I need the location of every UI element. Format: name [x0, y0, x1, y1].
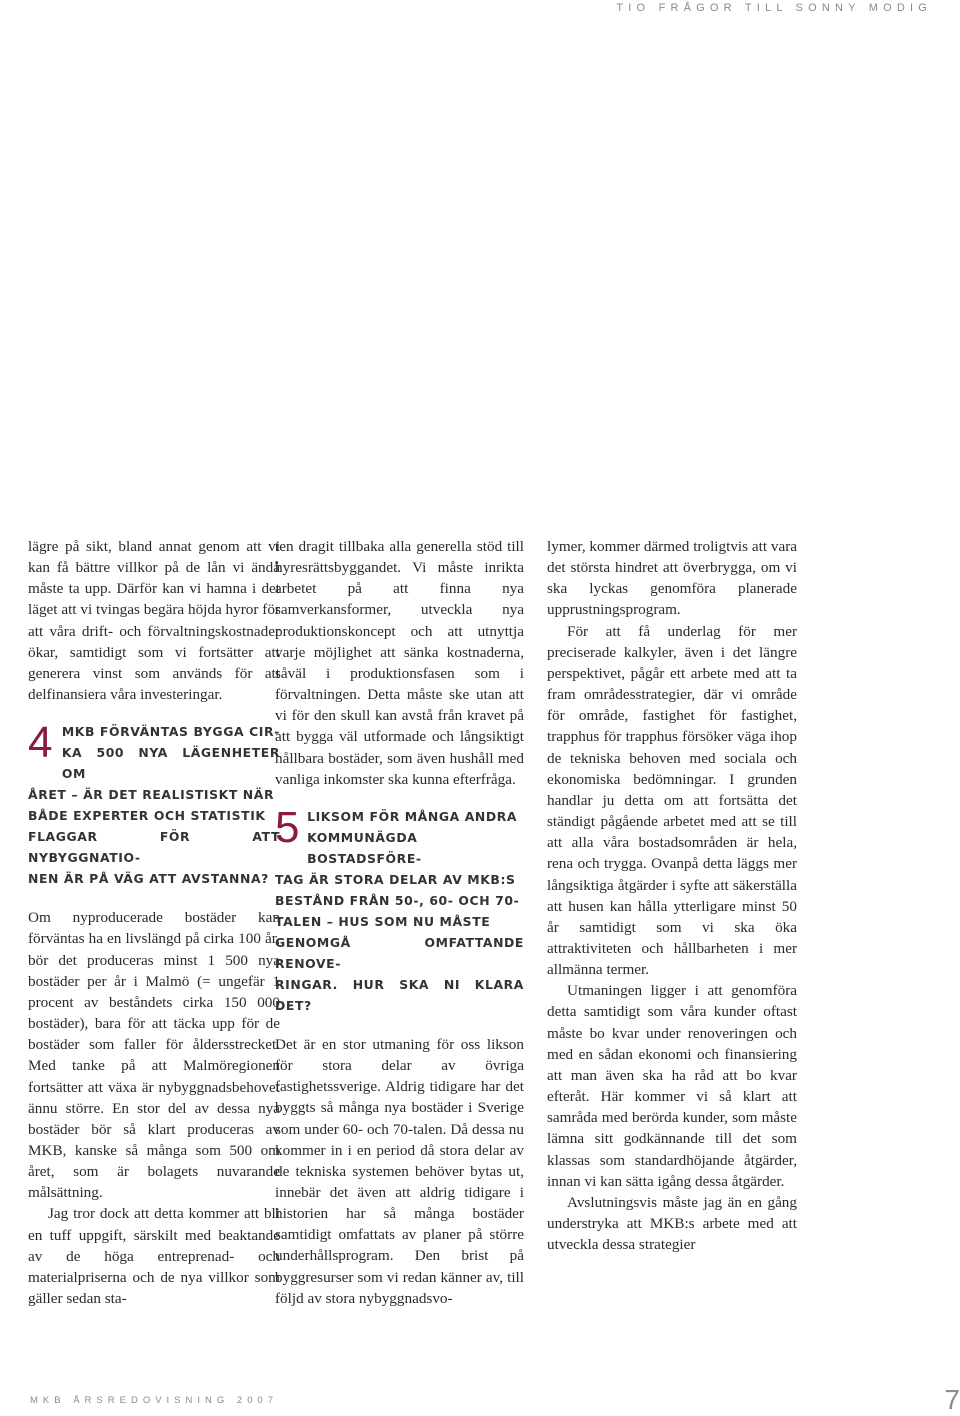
question-line: RINGAR. HUR SKA NI KLARA DET? [275, 976, 524, 1013]
paragraph: lymer, kommer därmed troligtvis att vara det största hindret att överbrygga, om vi ska lyckas genomföra planerade upprustningsprogram. [547, 538, 797, 619]
question-line: TAG ÄR STORA DELAR AV MKB:S [275, 871, 516, 887]
question-line: BÅDE EXPERTER OCH STATISTIK [28, 808, 266, 824]
paragraph: ten dragit tillbaka alla generella stöd till hyresrättsbyggandet. Vi måste inrikta arbetet på att finna nya samverkansformer, utveckla nya produktionskoncept och att utnyttja varje möjlighet att sänka kostnaderna, såväl i produktionsfasen som i förvaltningen. Detta måste ske utan att vi för den skull kan avstå från kravet på att bygga väl utformade och långsiktigt hållbara bostäder, som även hushåll med vanliga inkomster ska kunna efterfråga. [275, 538, 524, 788]
text-column-3 [547, 536, 797, 1255]
question-4 [28, 718, 280, 889]
question-line: GENOMGÅ OMFATTANDE RENOVE- [275, 934, 524, 971]
question-number: 5 [275, 802, 300, 852]
question-line: KA 500 NYA LÄGENHETER OM [61, 745, 280, 782]
paragraph: Utmaningen ligger i att genomföra detta samtidigt som våra kunder oftast måste bo kvar under renoveringen och med en sådan ekonomi och finansiering att man även ska ha råd att bo kvar efteråt. Här kommer vi så klart att samråda med berörda kunder, som måste lämna sitt godkännande till det som klassas som standardhöjande åtgärder, innan vi kan sätta igång dessa åtgärder. [547, 982, 797, 1190]
question-line: TALEN – HUS SOM NU MÅSTE [275, 913, 491, 929]
question-line: FLAGGAR FÖR ATT NYBYGGNATIO- [28, 829, 280, 866]
running-header: TIO FRÅGOR TILL SONNY MODIG [616, 2, 932, 14]
text-column-1 [28, 536, 280, 1309]
question-line: MKB FÖRVÄNTAS BYGGA CIR- [61, 724, 280, 740]
page-number: 7 [944, 1384, 960, 1415]
question-line: KOMMUNÄGDA BOSTADSFÖRE- [307, 829, 422, 866]
paragraph: Det är en stor utmaning för oss likson för stora delar av övriga fastighetssverige. Aldrig tidigare har det byggts så många nya bostäder i Sverige som under 60- och 70-talen. Då dessa nu kommer in i en period då stora delar av de tekniska systemen behöver bytas ut, innebär det även att aldrig tidigare i historien har så många bostäder samtidigt omfattats av planer på större underhållsprogram. Den brist på byggresurser som vi redan känner av, till följd av stora nybyggnadsvo- [275, 1035, 524, 1307]
question-line: NEN ÄR PÅ VÄG ATT AVSTANNA? [28, 871, 269, 887]
paragraph: Jag tror dock att detta kommer att bli en tuff uppgift, särskilt med beaktande av de höga entreprenad- och materialpriserna och de nya villkor som gäller sedan sta- [28, 1205, 280, 1308]
paragraph: Avslutningsvis måste jag än en gång understryka att MKB:s arbete med att utveckla dessa strategier [547, 1193, 797, 1254]
text-column-2 [275, 536, 524, 1309]
paragraph: Om nyproducerade bostäder kan förväntas ha en livslängd på cirka 100 år, bör det produceras minst 1 500 nya bostäder per år i Malmö (= ungefär 1 procent av beståndets cirka 150 000 bostäder), bara för att täcka upp för de bostäder som faller för åldersstrecket. Med tanke på att Malmöregionen fortsätter att växa är nybyggnadsbehovet ännu större. En stor del av dessa nya bostäder bör så klart produceras av MKB, kanske så många som 500 om året, som är bolagets nuvarande målsättning. [28, 909, 280, 1202]
question-line: BESTÅND FRÅN 50-, 60- OCH 70- [275, 892, 520, 908]
paragraph: lägre på sikt, bland annat genom att vi kan få bättre villkor på de lån vi ändå måste ta upp. Därför kan vi hamna i det läget att vi tvingas begära höjda hyror för att våra drift- och förvaltningskostnader ökar, samtidigt som vi fortsätter att generera vinst som används för att delfinansiera våra investeringar. [28, 538, 280, 704]
paragraph: För att få underlag för mer preciserade kalkyler, även i det längre perspektivet, pågår ett arbete med att ta fram områdesstrategier, där vi område för område, fastighet för fastighet, trapphus för trapphus försöker väga ihop de tekniska behoven med sociala och ekonomiska bedömningar. I grunden handlar ju detta om att fortsätta det ständigt pågående arbetet med att se till att alla våra bostadsområden är hela, rena och trygga. Ovanpå detta läggs mer långsiktiga åtgärder i syfte att säkerställa att husen kan hålla ytterligare minst 50 år samtidigt som vi ska öka attraktiviteten och hållbarheten i mer allmänna termer. [547, 622, 797, 979]
question-line: ÅRET – ÄR DET REALISTISKT NÄR [28, 787, 275, 803]
footer-publication: MKB ÅRSREDOVISNING 2007 [30, 1395, 279, 1406]
question-number: 4 [28, 718, 53, 768]
question-line: LIKSOM FÖR MÅNGA ANDRA [307, 808, 518, 824]
question-5 [275, 802, 524, 1016]
